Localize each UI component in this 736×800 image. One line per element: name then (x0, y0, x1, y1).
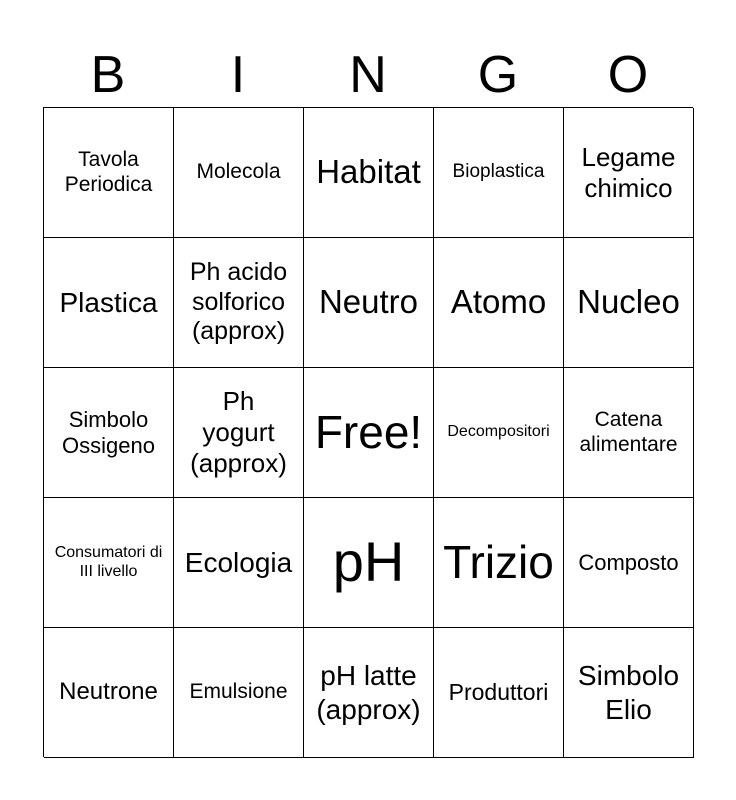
bingo-cell[interactable]: Atomo (434, 238, 564, 368)
header-letter-n: N (349, 46, 387, 104)
header-letter-o: O (607, 46, 649, 104)
bingo-cell[interactable]: pH (304, 498, 434, 628)
bingo-cell[interactable]: Molecola (174, 108, 304, 238)
bingo-cell[interactable]: Catena alimentare (564, 368, 694, 498)
bingo-board (43, 107, 693, 757)
bingo-cell[interactable]: Legame chimico (564, 108, 694, 238)
bingo-cell[interactable]: Bioplastica (434, 108, 564, 238)
bingo-cell[interactable]: Habitat (304, 108, 434, 238)
bingo-cell[interactable]: Decompositori (434, 368, 564, 498)
header-letter-i: I (230, 46, 246, 104)
bingo-cell-free[interactable]: Free! (304, 368, 434, 498)
bingo-cell[interactable]: Ph yogurt (approx) (174, 368, 304, 498)
bingo-cell[interactable]: Nucleo (564, 238, 694, 368)
bingo-cell[interactable]: Neutrone (44, 628, 174, 758)
bingo-cell[interactable]: Composto (564, 498, 694, 628)
bingo-cell[interactable]: Emulsione (174, 628, 304, 758)
bingo-cell[interactable]: Neutro (304, 238, 434, 368)
bingo-cell[interactable]: Produttori (434, 628, 564, 758)
bingo-cell[interactable]: Simbolo Ossigeno (44, 368, 174, 498)
header-letter-g: G (477, 46, 519, 104)
header-letter-b: B (90, 46, 126, 104)
bingo-cell[interactable]: Tavola Periodica (44, 108, 174, 238)
bingo-cell[interactable]: Plastica (44, 238, 174, 368)
bingo-cell[interactable]: pH latte (approx) (304, 628, 434, 758)
bingo-cell[interactable]: Consumatori di III livello (44, 498, 174, 628)
bingo-cell[interactable]: Ecologia (174, 498, 304, 628)
bingo-cell[interactable]: Trizio (434, 498, 564, 628)
bingo-header (43, 44, 693, 106)
bingo-cell[interactable]: Ph acido solforico (approx) (174, 238, 304, 368)
bingo-cell[interactable]: Simbolo Elio (564, 628, 694, 758)
